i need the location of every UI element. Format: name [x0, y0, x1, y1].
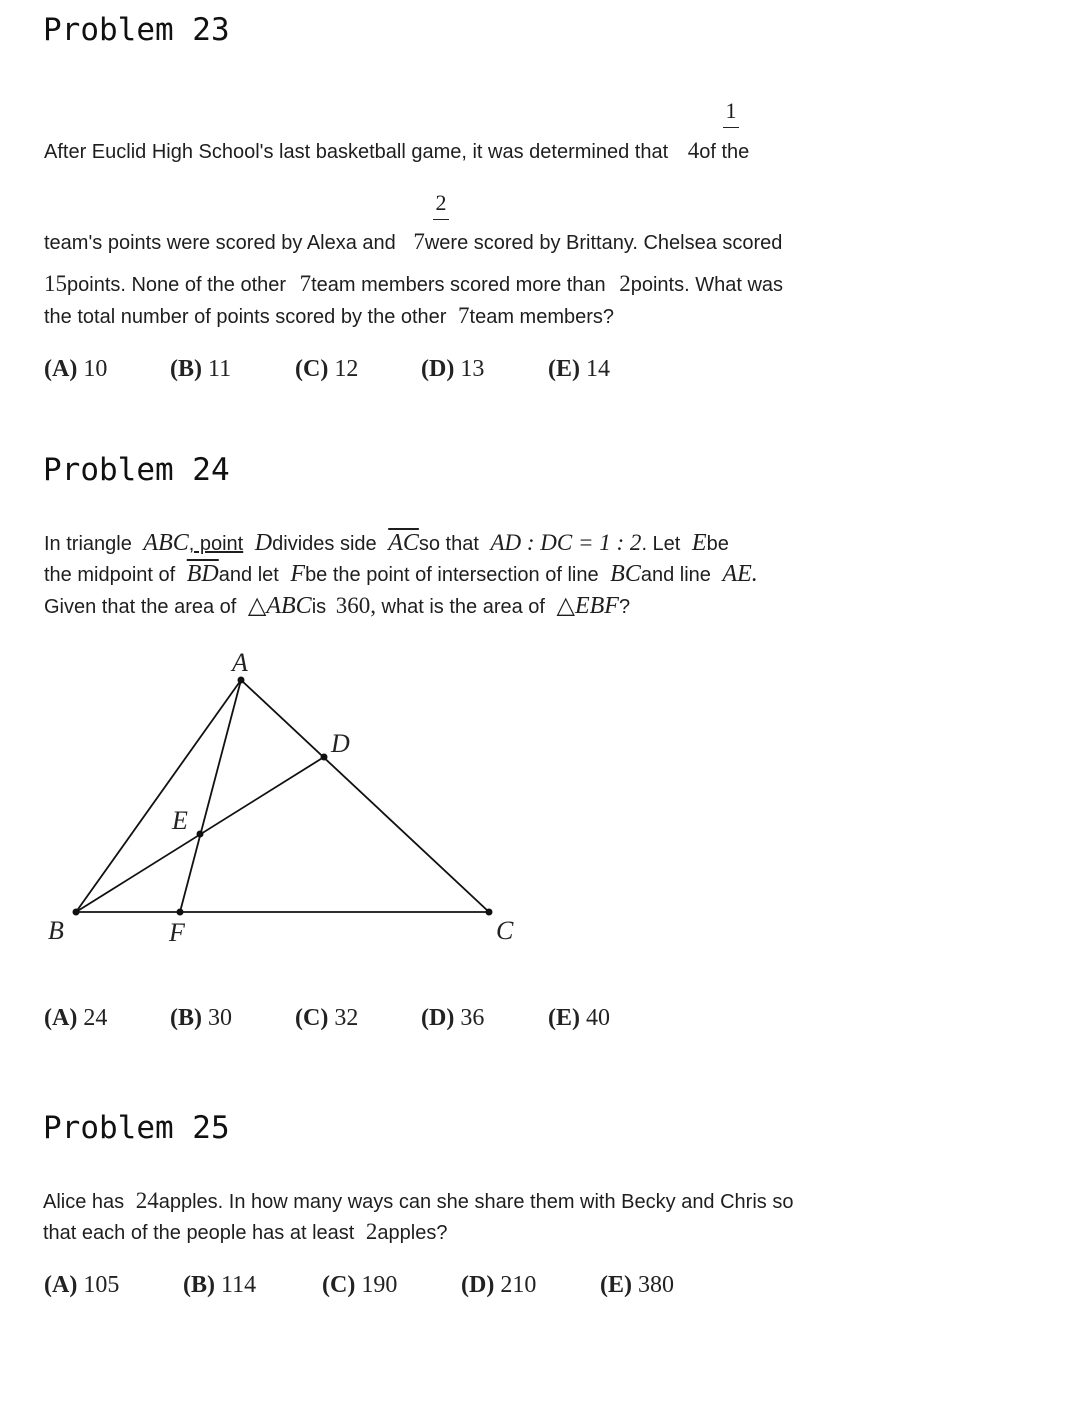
- math-number: 15: [44, 271, 67, 296]
- point-d: [321, 754, 328, 761]
- text-run: the total number of points scored by the other: [44, 306, 447, 328]
- text-run: so that: [418, 533, 479, 555]
- choice-value: 24: [83, 1005, 108, 1031]
- choice-label: (C): [295, 1005, 329, 1031]
- choice-b[interactable]: [183, 1272, 322, 1299]
- math-number: 2: [365, 1219, 378, 1244]
- side-ac: [241, 680, 489, 912]
- text-run: points. None of the other: [67, 274, 287, 296]
- problem-25-heading: Problem 25: [43, 1110, 230, 1146]
- choice-value: 40: [586, 1005, 610, 1031]
- math-number: 2: [619, 271, 631, 296]
- choice-value: 105: [83, 1272, 120, 1298]
- choice-value: 11: [208, 356, 232, 382]
- text-run: Alice has: [43, 1191, 125, 1213]
- math-segment-bd: $\overline{BD}$: [186, 561, 219, 587]
- text-run: team's points were scored by Alexa and: [44, 232, 396, 254]
- point-f: [177, 909, 184, 916]
- fraction-denominator: 4: [687, 138, 700, 163]
- choice-e[interactable]: [548, 1005, 610, 1032]
- text-run: be: [706, 533, 729, 555]
- choice-value: 30: [208, 1005, 232, 1031]
- math-triangle-abc: △ABC: [247, 593, 312, 619]
- math-ae: AE.: [722, 561, 758, 587]
- text-run: . Let: [641, 533, 681, 555]
- text-run: is: [311, 596, 327, 618]
- text-run: ?: [618, 596, 631, 618]
- choice-value: 10: [83, 356, 108, 382]
- label-f: F: [169, 918, 185, 947]
- choice-label: (D): [461, 1272, 495, 1298]
- math-number: 7: [458, 303, 470, 328]
- math-triangle-ebf: △EBF: [556, 593, 619, 619]
- math-number: 7: [299, 271, 312, 296]
- math-e: E: [691, 530, 707, 556]
- choice-label: (B): [183, 1272, 215, 1298]
- choice-d[interactable]: [421, 1005, 548, 1032]
- label-a: A: [232, 648, 248, 677]
- math-ratio: AD : DC = 1 : 2: [490, 530, 642, 555]
- text-run: apples. In how many ways can she share them with Becky and Chris so: [158, 1191, 794, 1213]
- text-run: team members scored more than: [311, 274, 606, 296]
- label-d: D: [331, 729, 350, 758]
- label-b: B: [48, 916, 64, 945]
- point-e: [197, 831, 204, 838]
- math-d: D: [254, 530, 273, 556]
- text-run: the midpoint of: [44, 564, 176, 586]
- text-run: In triangle: [44, 533, 132, 555]
- text-run: and line: [640, 564, 711, 586]
- choice-c[interactable]: [295, 1005, 421, 1032]
- segment-af: [180, 680, 241, 912]
- math-segment-ac: $\overline{AC}$: [388, 530, 419, 556]
- text-run: apples?: [377, 1222, 448, 1244]
- label-e: E: [172, 806, 188, 835]
- choice-label: (A): [44, 1005, 78, 1031]
- problem-24-heading: Problem 24: [43, 452, 230, 488]
- text-run: be the point of intersection of line: [305, 564, 599, 586]
- text-run: of the: [699, 141, 750, 163]
- choice-value: 380: [638, 1272, 674, 1298]
- problem-23-heading: Problem 23: [43, 12, 230, 48]
- problem-25-line-1: [43, 1188, 793, 1214]
- choice-label: (C): [295, 356, 329, 382]
- fraction-denominator: 7: [413, 229, 425, 254]
- text-run: team members?: [469, 306, 615, 328]
- choice-label: (E): [548, 356, 580, 382]
- choice-value: 12: [334, 356, 359, 382]
- choice-label: (C): [322, 1272, 356, 1298]
- choice-label: (E): [548, 1005, 580, 1031]
- choice-label: (B): [170, 1005, 202, 1031]
- choice-value: 210: [500, 1272, 537, 1298]
- choice-b[interactable]: [170, 1005, 295, 1032]
- text-run: divides side: [272, 533, 377, 555]
- text-run: that each of the people has at least: [43, 1222, 355, 1244]
- choice-label: (E): [600, 1272, 632, 1298]
- choice-label: (D): [421, 1005, 455, 1031]
- side-ab: [76, 680, 241, 912]
- choice-label: (A): [44, 356, 78, 382]
- choice-a[interactable]: [44, 1272, 183, 1299]
- choice-value: 114: [221, 1272, 257, 1298]
- text-run: Given that the area of: [44, 596, 237, 618]
- text-run: points. What was: [630, 274, 784, 296]
- choice-value: 190: [361, 1272, 398, 1298]
- point-c: [486, 909, 493, 916]
- point-a: [238, 677, 245, 684]
- math-f: F: [290, 561, 306, 587]
- problem-25-line-2: [43, 1219, 447, 1245]
- choice-e[interactable]: [600, 1272, 674, 1299]
- math-bc: BC: [610, 561, 641, 587]
- choice-c[interactable]: [322, 1272, 461, 1299]
- choice-label: (D): [421, 356, 455, 382]
- label-c: C: [496, 916, 514, 945]
- choice-label: (A): [44, 1272, 78, 1298]
- fraction-numerator: 1: [725, 98, 737, 123]
- math-abc: ABC: [143, 530, 189, 556]
- choice-value: 36: [460, 1005, 485, 1031]
- text-run: , point: [188, 533, 244, 555]
- fraction-numerator: 2: [435, 190, 447, 215]
- choice-label: (B): [170, 356, 202, 382]
- choice-value: 14: [586, 356, 610, 382]
- text-run: were scored by Brittany. Chelsea scored: [424, 232, 783, 254]
- math-number: 24: [135, 1188, 159, 1213]
- math-area: 360,: [335, 593, 376, 618]
- choice-value: 13: [460, 356, 485, 382]
- choice-d[interactable]: [461, 1272, 600, 1299]
- choice-a[interactable]: [44, 1005, 170, 1032]
- problem-25-answer-choices: [44, 1272, 674, 1299]
- point-b: [73, 909, 80, 916]
- choice-value: 32: [334, 1005, 359, 1031]
- problem-24-answer-choices: [44, 1005, 610, 1032]
- text-run: what is the area of: [381, 596, 545, 618]
- text-run: and let: [218, 564, 279, 586]
- text-run: After Euclid High School's last basketball game, it was determined that: [44, 141, 669, 163]
